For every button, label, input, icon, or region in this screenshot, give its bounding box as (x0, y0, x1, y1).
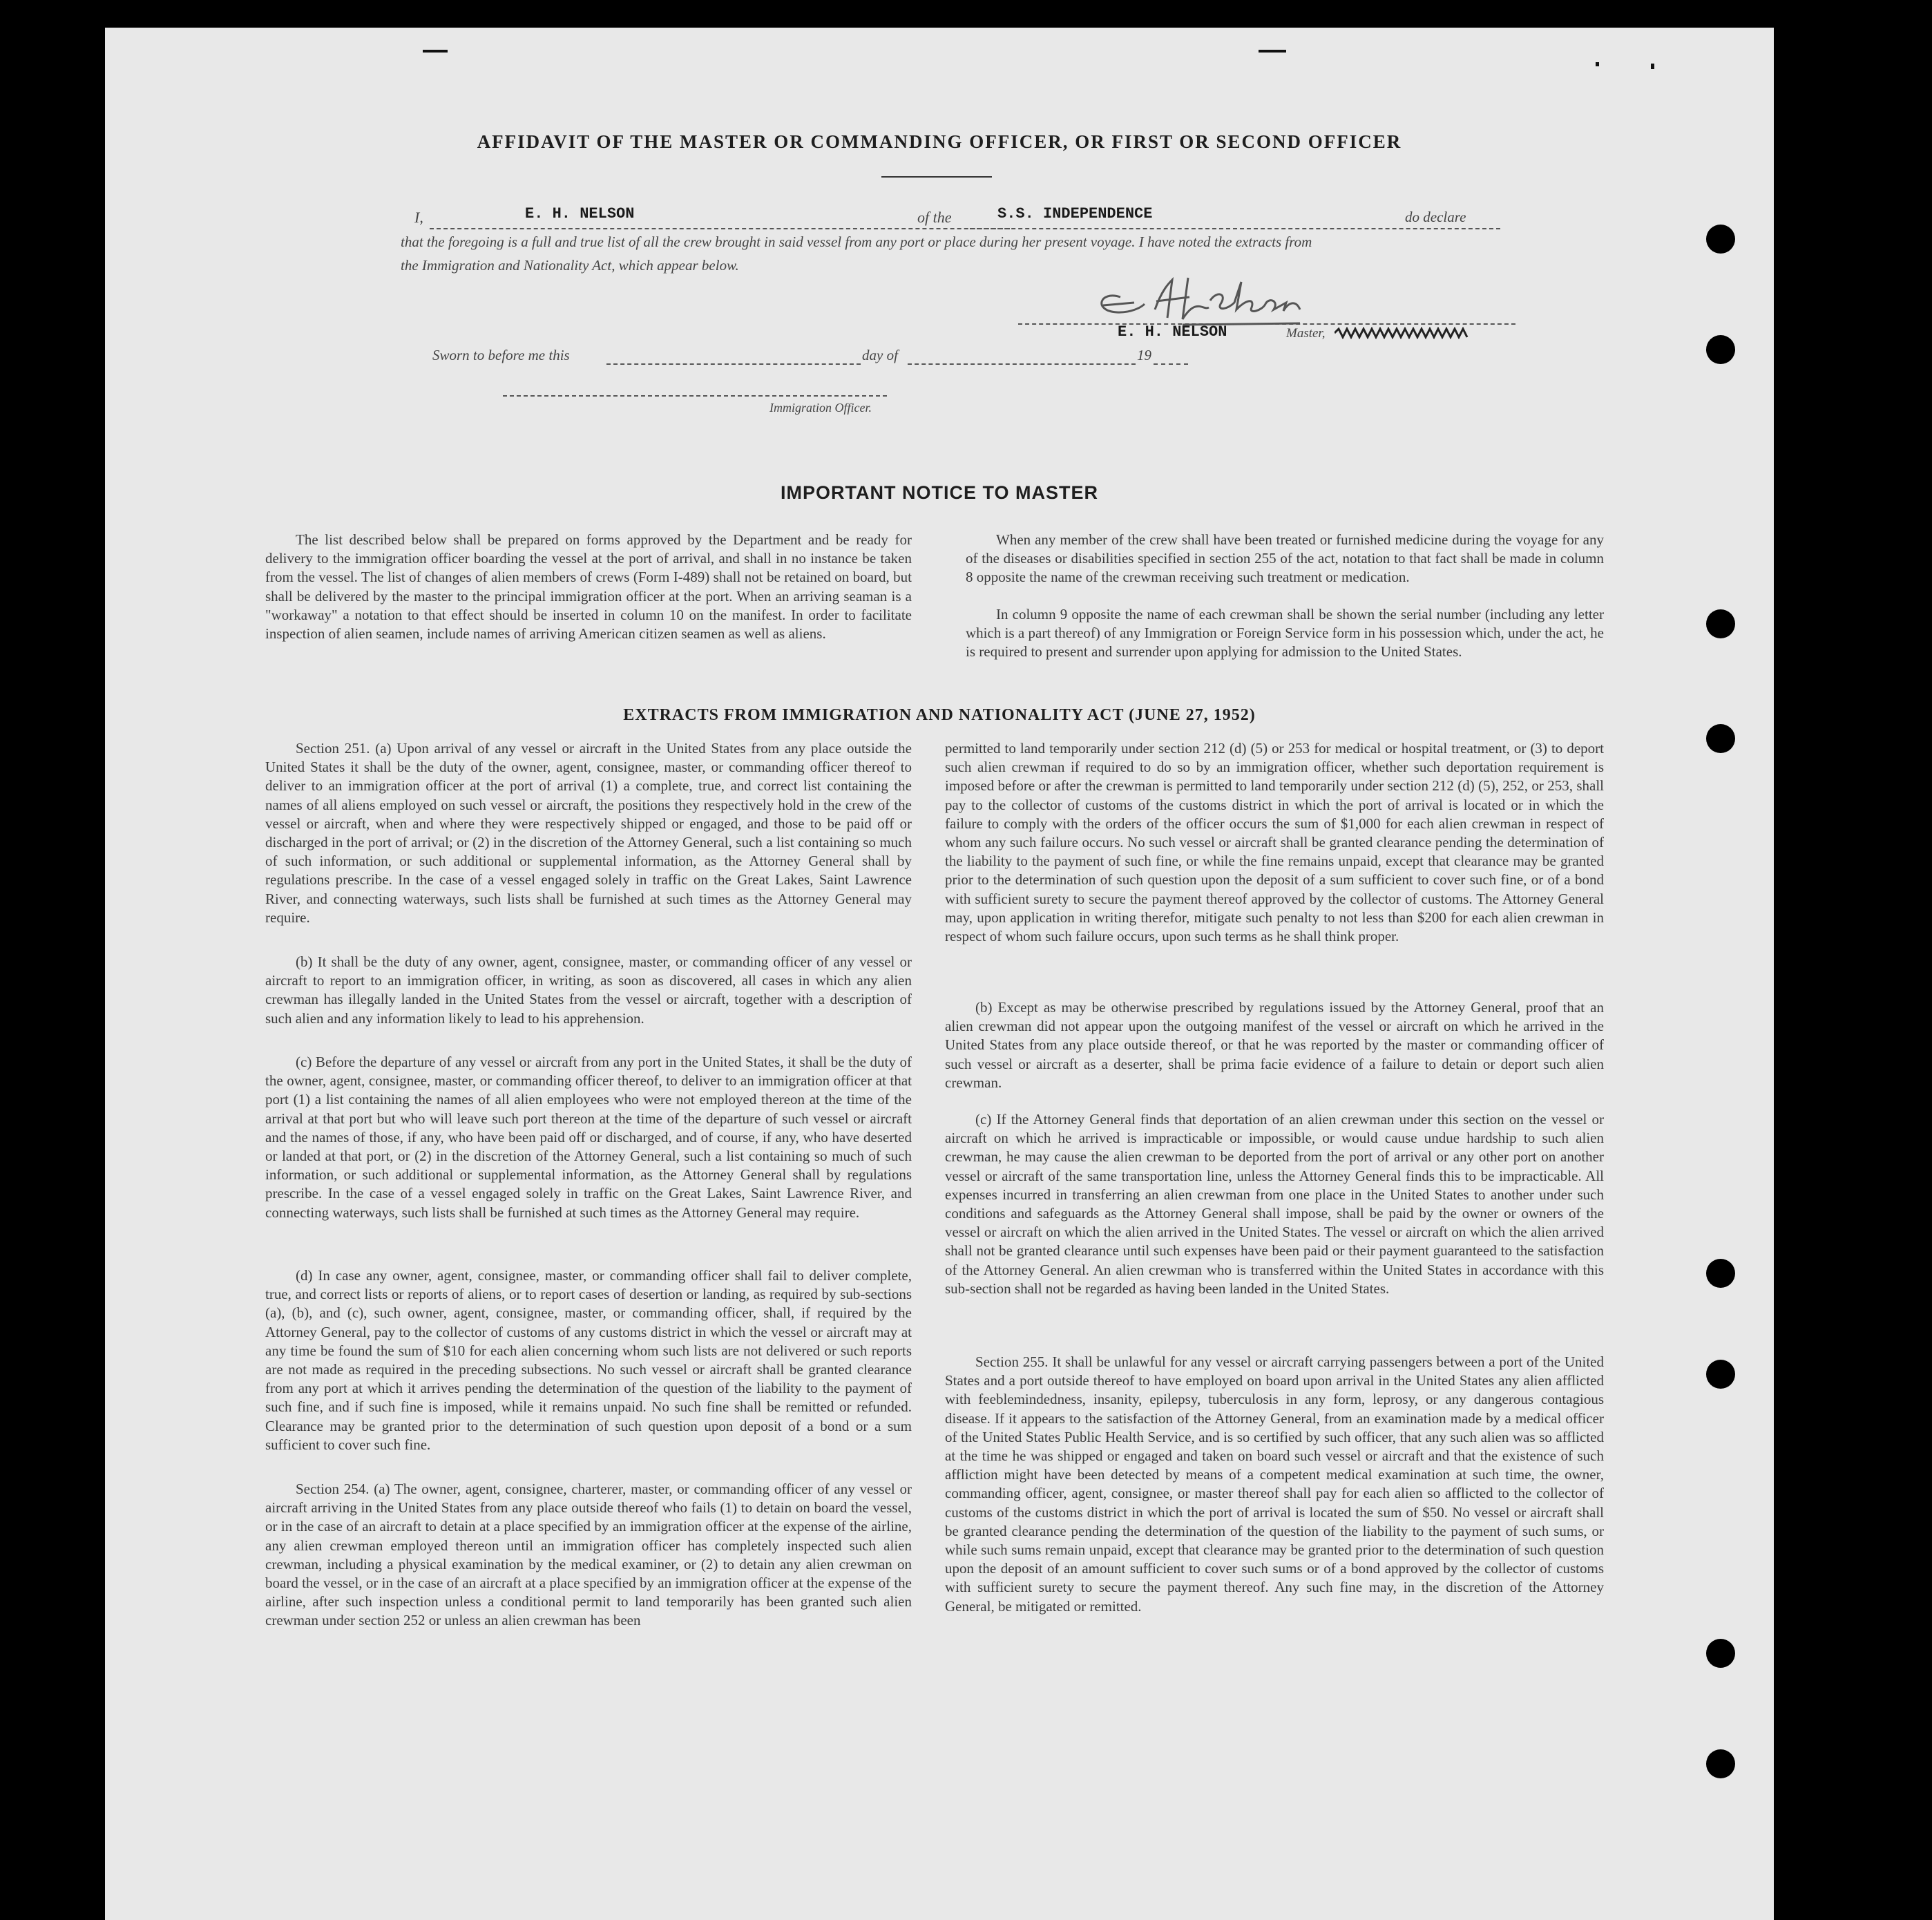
section-255: Section 255. It shall be unlawful for any vessel or aircraft carrying passengers between a port of the United States and a port outside thereof to have employed on board upon arrival in the United States any alien afflicted with feeblemindedness, insanity, epilepsy, tuberculosis in any form, leprosy, or any dangerous contagious disease. If it appears to the satisfaction of the Attorney General, from an examination made by a medical officer of the United States Public Health Service, and is so certified by such officer, that any such alien was so afflicted at the time he was shipped or engaged and taken on board such vessel or aircraft and that the existence of such affliction might have been detected by means of a competent medical examination at such time, the owner, commanding officer, agent, consignee, or master thereof shall pay for each alien so afflicted to the collector of customs of the customs district in which the port of arrival is located the sum of $50. No vessel or aircraft shall be granted clearance pending the determination of the question of the liability to the payment of such sums, or while such sums remain unpaid, except that clearance may be granted prior to the determination of such question upon the deposit of an amount sufficient to cover such sums or of a bond approved by the collector of customs with sufficient surety to secure the payment thereof. Any such fine may, in the discretion of the Attorney General, be mitigated or remitted. (945, 1353, 1604, 1615)
declaration-line1-suffix: do declare (1405, 209, 1466, 225)
binder-hole (1706, 1639, 1735, 1668)
signature-line (1018, 323, 1515, 325)
sworn-year: 19 (1137, 347, 1151, 363)
officer-caption: Immigration Officer. (769, 401, 872, 415)
section-254-a-continued: permitted to land temporarily under section 212 (d) (5) or 253 for medical or hospital treatment, or (3) to deport such alien crewman if required to do so by an immigration officer, whether such deportation requirement is imposed before or after the crewman is permitted to land temporarily under section 212 (d) (5), 252, or 253, shall pay to the collector of customs of the customs district in which the port of arrival is located or in which the failure to comply with the orders of the officer occurs the sum of $1,000 for each alien crewman in respect of whom any such failure occurs. No such vessel or aircraft shall be granted clearance pending the determination of the liability to the payment of such fine, or while the fine remains unpaid, except that clearance may be granted prior to the determination of such question upon the deposit of a sum sufficient to cover such fine, or of a bond with sufficient surety to secure the payment thereof approved by the collector of customs. The Attorney General may, upon application in writing therefor, mitigate such penalty to not less than $200 for each alien crewman in respect of whom such failure occurs, upon such terms as he shall think proper. (945, 740, 1604, 945)
officer-name: E. H. NELSON (525, 205, 635, 222)
declaration-line1-prefix: I, (414, 209, 423, 226)
section-251-a: Section 251. (a) Upon arrival of any vessel or aircraft in the United States from any place outside the United States it shall be the duty of the owner, agent, consignee, master, or commanding officer thereof to deliver to an immigration officer at the port of arrival (1) a complete, true, and correct list containing the names of all aliens employed on such vessel or aircraft, the positions they respectively hold in the crew of the vessel or aircraft, when and where they were respectively shipped or engaged, and those to be paid off or discharged in the port of arrival; or (2) in the discretion of the Attorney General, such a list containing so much of such information, or such additional or supplemental information, as the Attorney General shall by regulations prescribe. In the case of a vessel engaged solely in traffic on the Great Lakes, Saint Lawrence River, and connecting waterways, such lists shall be furnished at such times as the Attorney General may require. (265, 740, 912, 926)
extracts-heading: EXTRACTS FROM IMMIGRATION AND NATIONALITY ACT (JUNE 27, 1952) (623, 706, 1256, 724)
binder-hole (1706, 1360, 1735, 1389)
scan-speck (423, 50, 448, 53)
sworn-day-line (606, 363, 861, 365)
binder-hole (1706, 1259, 1735, 1288)
vessel-name-line (970, 228, 1500, 229)
binder-hole (1706, 225, 1735, 254)
notice-right-paragraph-2: In column 9 opposite the name of each crewman shall be shown the serial number (including any letter which is a part thereof) of any Immigration or Foreign Service form in his possession which, under the act, he is required to present and surrender upon applying for admission to the United States. (966, 606, 1604, 660)
vessel-name: S.S. INDEPENDENCE (997, 205, 1153, 222)
declaration-line2: that the foregoing is a full and true list of all the crew brought in said vessel from any port or place during her present voyage. I have noted the extracts from (401, 234, 1312, 250)
binder-hole (1706, 724, 1735, 753)
section-254-b: (b) Except as may be otherwise prescribed by regulations issued by the Attorney General, proof that an alien crewman did not appear upon the outgoing manifest of the vessel or aircraft on which he arrived in the United States from any place outside thereof, or that he was reported by the master or commanding officer of such vessel or aircraft as a deserter, shall be prima facie evidence of a failure to detain or deport such alien crewman. (945, 999, 1604, 1091)
officer-signature-line (503, 395, 887, 397)
notice-left-paragraph: The list described below shall be prepared on forms approved by the Department and be ready for delivery to the immigration officer boarding the vessel at the port of arrival, and shall in no instance be taken from the vessel. The list of changes of alien members of crews (Form I-489) shall not be retained on board, but shall be delivered by the master to the principal immigration officer at the port. When an arriving seaman is a "workaway" a notation to that effect should be inserted in column 10 on the manifest. In order to facilitate inspection of alien seamen, include names of arriving American citizen seamen as well as aliens. (265, 531, 912, 643)
scan-speck (1651, 64, 1654, 69)
sworn-prefix: Sworn to before me this (432, 347, 570, 363)
document-page (105, 28, 1774, 1920)
section-251-b: (b) It shall be the duty of any owner, agent, consignee, master, or commanding officer of any vessel or aircraft to report to an immigration officer, in writing, as soon as discovered, all cases in which any alien crewman has illegally landed in the United States from the vessel or aircraft, together with a description of such alien and any information likely to lead to his apprehension. (265, 953, 912, 1027)
section-254-c: (c) If the Attorney General finds that deportation of an alien crewman under this section on the vessel or aircraft on which he arrived is impracticable or impossible, or would cause undue hardship to such alien crewman, he may cause the alien crewman to be deported from the port of arrival or any other port on another vessel or aircraft of the same transportation line, unless the Attorney General finds this to be impracticable. All expenses incurred in transferring an alien crewman from one place in the United States to another under such conditions and safeguards as the Attorney General shall impose, shall be paid by the owner or owners of the vessel or aircraft on which the alien arrived in the United States. The vessel or aircraft on which the alien arrived shall not be granted clearance until such expenses have been paid or their payment guaranteed to the satisfaction of the Attorney General. An alien crewman who is transferred within the United States in accordance with this sub-section shall not be regarded as having been landed in the United States. (945, 1111, 1604, 1297)
scan-speck (1596, 62, 1599, 66)
binder-hole (1706, 335, 1735, 364)
sworn-month-line (908, 363, 1136, 365)
notice-right-paragraph-1: When any member of the crew shall have been treated or furnished medicine during the voyage for any of the diseases or disabilities specified in section 255 of the act, notation to that fact shall be made in column 8 opposite the name of the crewman receiving such treatment or medication. (966, 531, 1604, 586)
signature-role: Master, (1286, 326, 1326, 341)
scan-speck (1259, 50, 1286, 53)
declaration-line1-mid: of the (917, 209, 952, 226)
section-251-c: (c) Before the departure of any vessel or aircraft from any port in the United States, it shall be the duty of the owner, agent, consignee, master, or commanding officer thereof, to deliver to an immigration officer at that port (1) a list containing the names of all alien employees who were not employed thereon at the time of the arrival at that port but who will leave such port thereon at the time of the departure of such vessel or aircraft and the names of those, if any, who have been paid off or discharged, and of course, if any, who have deserted or landed at that port, or (2) in the discretion of the Attorney General, such a list containing so much of such information, or such additional or supplemental information, as the Attorney General shall by regulations prescribe. In the case of a vessel engaged solely in traffic on the Great Lakes, Saint Lawrence River, and connecting waterways, such lists shall be furnished at such times as the Attorney General may require. (265, 1054, 912, 1221)
binder-hole (1706, 609, 1735, 638)
affidavit-heading: AFFIDAVIT OF THE MASTER OR COMMANDING OFFICER, OR FIRST OR SECOND OFFICER (477, 131, 1402, 152)
sworn-year-line (1154, 363, 1188, 365)
section-251-d: (d) In case any owner, agent, consignee, master, or commanding officer shall fail to deliver complete, true, and correct lists or reports of aliens, or to report cases of desertion or landing, as required by sub-sections (a), (b), and (c), such owner, agent, consignee, master, or commanding officer, shall, if required by the Attorney General, pay to the collector of customs of any customs district in which the vessel or aircraft may at any time be found the sum of $10 for each alien concerning whom such lists are not delivered or such reports are not made as required in the preceding subsections. No such vessel or aircraft shall be granted clearance from any port at which it arrives pending the determination of the question of the liability to the payment of such fine, and if such fine is imposed, while it remains unpaid. No such fine shall be remitted or refunded. Clearance may be granted prior to the determination of such question upon deposit of a bond or a sum sufficient to cover such fine. (265, 1267, 912, 1453)
notice-heading: IMPORTANT NOTICE TO MASTER (781, 482, 1098, 503)
struck-out-text (1335, 327, 1469, 339)
binder-hole (1706, 1749, 1735, 1778)
heading-underline (881, 176, 992, 178)
sworn-mid: day of (862, 347, 898, 363)
declaration-line3: the Immigration and Nationality Act, which appear below. (401, 257, 739, 274)
section-254-a: Section 254. (a) The owner, agent, consignee, charterer, master, or commanding officer of any vessel or aircraft arriving in the United States from any place outside thereof who fails (1) to detain on board the vessel, or in the case of an aircraft to detain at a place specified by an immigration officer at the expense of the airline, any alien crewman employed thereon until an immigration officer has completely inspected such alien crewman, including a physical examination by the medical examiner, or (2) to detain any alien crewman on board the vessel, or in the case of an aircraft at a place specified by an immigration officer at the expense of the airline, after such inspection unless a conditional permit to land temporarily has been granted such alien crewman under section 252 or unless an alien crewman has been (265, 1481, 912, 1629)
officer-name-line (430, 228, 1010, 229)
signature-typed-name: E. H. NELSON (1118, 323, 1227, 341)
